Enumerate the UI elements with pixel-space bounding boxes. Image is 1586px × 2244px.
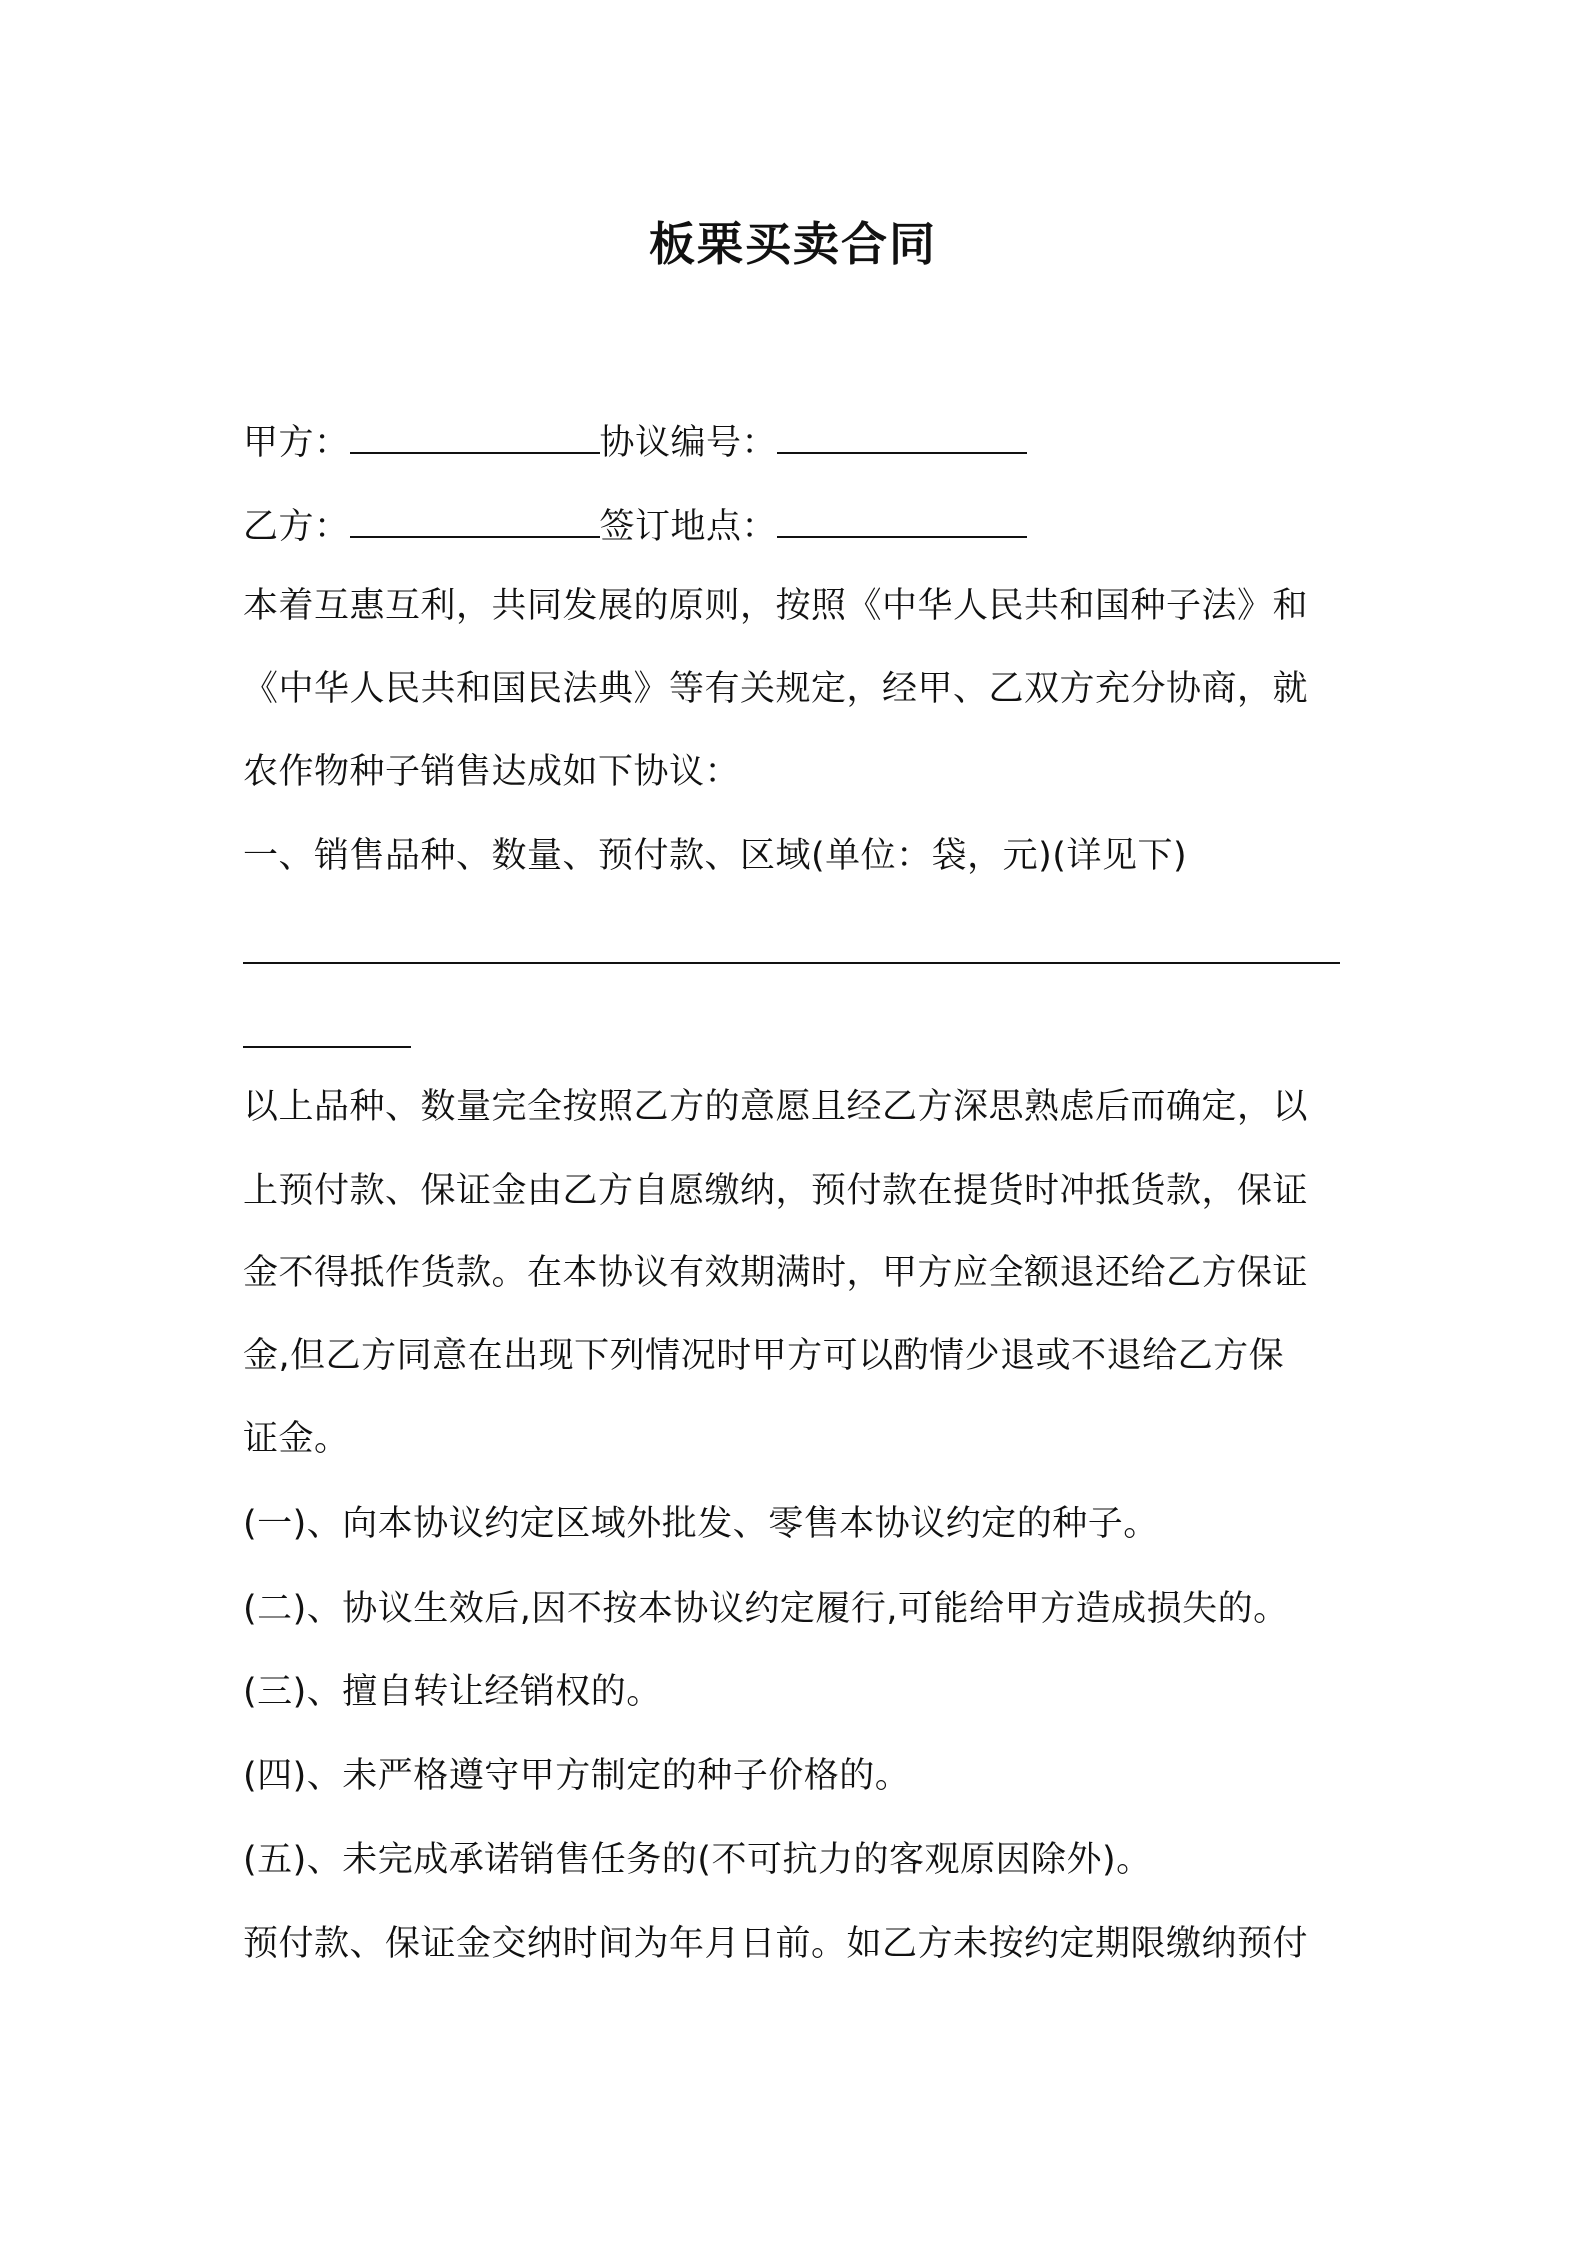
agreement-no-blank: [777, 418, 1027, 454]
section-heading: 一、销售品种、数量、预付款、区域(单位：袋，元)(详见下): [243, 836, 1188, 876]
party-a-blank: [350, 418, 600, 454]
paragraph-line: 金,但乙方同意在出现下列情况时甲方可以酌情少退或不退给乙方保: [243, 1336, 1285, 1376]
fill-in-rule-long: [243, 962, 1340, 964]
paragraph-line: 预付款、保证金交纳时间为年月日前。如乙方未按约定期限缴纳预付: [243, 1924, 1309, 1964]
party-a-label: 甲方：: [243, 423, 350, 463]
list-item: (五)、未完成承诺销售任务的(不可抗力的客观原因除外)。: [243, 1840, 1152, 1880]
paragraph-line: 以上品种、数量完全按照乙方的意愿且经乙方深思熟虑后而确定，以: [243, 1087, 1309, 1127]
party-b-label: 乙方：: [243, 507, 350, 547]
signing-place-blank: [777, 502, 1027, 538]
paragraph-line: 上预付款、保证金由乙方自愿缴纳，预付款在提货时冲抵货款，保证: [243, 1171, 1309, 1211]
signing-place-label: 签订地点：: [599, 507, 778, 547]
paragraph-line: 金不得抵作货款。在本协议有效期满时，甲方应全额退还给乙方保证: [243, 1253, 1309, 1293]
fill-in-rule-short: [243, 1046, 411, 1048]
paragraph-line: 证金。: [243, 1419, 350, 1459]
agreement-no-label: 协议编号：: [599, 423, 778, 463]
list-item: (三)、擅自转让经销权的。: [243, 1672, 662, 1712]
body-line: 本着互惠互利，共同发展的原则，按照《中华人民共和国种子法》和: [243, 586, 1309, 626]
body-line: 《中华人民共和国民法典》等有关规定，经甲、乙双方充分协商，就: [243, 669, 1309, 709]
party-b-row: [243, 502, 1363, 551]
body-line: 农作物种子销售达成如下协议：: [243, 752, 741, 792]
list-item: (四)、未严格遵守甲方制定的种子价格的。: [243, 1756, 911, 1796]
party-b-blank: [350, 502, 600, 538]
party-a-row: [243, 418, 1363, 467]
document-title: 板栗买卖合同: [649, 217, 937, 271]
list-item: (二)、协议生效后,因不按本协议约定履行,可能给甲方造成损失的。: [243, 1589, 1289, 1629]
list-item: (一)、向本协议约定区域外批发、零售本协议约定的种子。: [243, 1504, 1159, 1544]
